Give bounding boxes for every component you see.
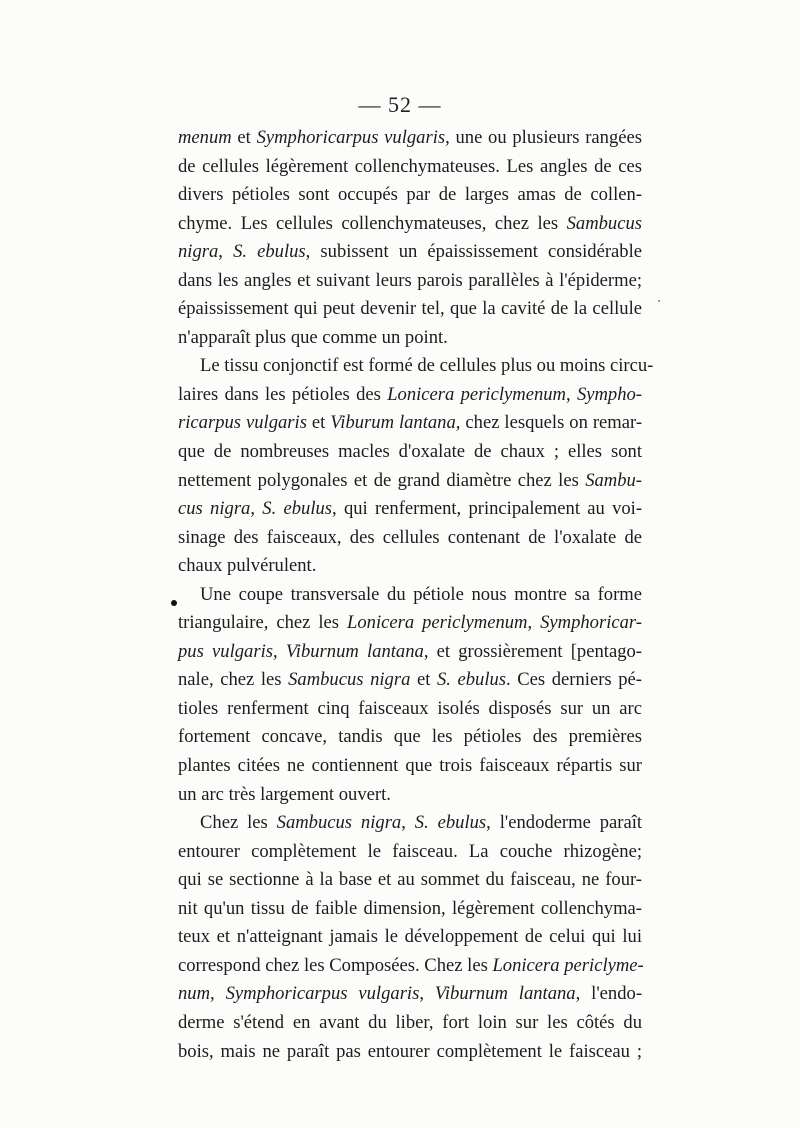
text-line <box>178 866 642 895</box>
text-line <box>178 666 642 695</box>
text-run: nit qu'un tissu de faible dimension, légèrement collenchyma- <box>178 897 642 919</box>
text-run: nettement polygonales et de grand diamètre chez les <box>178 469 586 491</box>
text-line <box>178 552 642 581</box>
body-text <box>178 124 654 1066</box>
text-run: plantes citées ne contiennent que trois faisceaux répartis sur <box>178 755 642 777</box>
text-run: divers pétioles sont occupés par de larges amas de collen- <box>178 184 642 206</box>
text-run: , <box>527 612 541 634</box>
text-run: . Ces derniers pé- <box>506 669 642 691</box>
italic-taxon-text: Sympho- <box>576 383 642 405</box>
text-line <box>178 895 642 924</box>
text-run: chyme. Les cellules collenchymateuses, chez les <box>178 212 567 234</box>
text-line <box>178 781 642 810</box>
text-run: et <box>410 669 437 691</box>
text-line <box>178 352 654 381</box>
text-line <box>178 638 642 667</box>
text-run: un arc très largement ouvert. <box>178 783 391 805</box>
text-line <box>178 153 642 182</box>
text-line <box>178 752 642 781</box>
italic-taxon-text: Symphoricarpus vulgaris <box>256 127 446 148</box>
text-run: , l'endoderme paraît <box>486 812 643 834</box>
text-run: n'apparaît plus que comme un point. <box>178 326 448 348</box>
text-line <box>178 181 642 210</box>
text-line <box>178 267 642 296</box>
page-number: — 52 — <box>358 92 442 117</box>
text-run: et <box>306 412 331 434</box>
italic-taxon-text: Lonicera periclyme- <box>492 954 644 976</box>
italic-taxon-text: num <box>178 983 211 1005</box>
italic-taxon-text: Viburum lantana <box>330 412 456 434</box>
text-line <box>178 581 642 610</box>
text-line <box>178 1038 642 1067</box>
text-run: , <box>250 498 263 520</box>
text-run: Chez les <box>200 812 277 834</box>
text-line <box>178 210 642 239</box>
text-line <box>178 923 642 952</box>
italic-taxon-text: Lonicera periclymenum <box>387 383 566 405</box>
text-line <box>178 467 642 496</box>
italic-taxon-text: nigra <box>178 241 219 263</box>
text-run: triangulaire, chez les <box>178 612 348 634</box>
margin-ink-dot <box>171 600 177 606</box>
italic-taxon-text: Lonicera periclymenum <box>347 612 528 634</box>
ink-speck <box>658 300 660 302</box>
text-line <box>178 438 642 467</box>
text-line <box>178 124 642 153</box>
text-run: , une ou plusieurs rangées <box>445 127 643 148</box>
italic-taxon-text: Symphoricarpus vulgaris <box>225 983 420 1005</box>
text-run: , et grossièrement [pentago- <box>423 640 642 662</box>
text-run: sinage des faisceaux, des cellules contenant de l'oxalate de <box>178 526 642 548</box>
italic-taxon-text: S. ebulus <box>262 498 333 520</box>
italic-taxon-text: Symphoricar- <box>540 612 642 634</box>
text-run: épaississement qui peut devenir tel, que la cavité de la cellule <box>178 298 642 320</box>
text-line <box>178 495 642 524</box>
text-run: , l'endo- <box>575 983 643 1005</box>
italic-taxon-text: cus nigra <box>178 498 251 520</box>
text-run: qui se sectionne à la base et au sommet du faisceau, ne four- <box>178 869 642 891</box>
text-run: nale, chez les <box>178 669 289 691</box>
text-line <box>178 695 642 724</box>
text-run: fortement concave, tandis que les pétioles des premières <box>178 726 642 748</box>
text-run: Le tissu conjonctif est formé de cellules plus ou moins circu- <box>200 355 654 377</box>
text-line <box>178 980 642 1009</box>
italic-taxon-text: S. ebulus <box>233 241 306 263</box>
text-run: , <box>272 640 286 662</box>
text-run: , <box>218 241 234 263</box>
text-run: bois, mais ne paraît pas entourer complètement le faisceau ; <box>178 1040 642 1062</box>
text-run: Une coupe transversale du pétiole nous montre sa forme <box>200 583 642 605</box>
text-line <box>178 238 642 267</box>
text-run: entourer complètement le faisceau. La couche rhizogène; <box>178 840 642 862</box>
italic-taxon-text: Viburnum lantana <box>434 983 576 1005</box>
text-line <box>178 609 642 638</box>
text-run: , <box>210 983 226 1005</box>
text-line <box>178 1009 642 1038</box>
text-run: chaux pulvérulent. <box>178 555 317 577</box>
text-run: , chez lesquels on remar- <box>455 412 643 434</box>
text-line <box>178 952 642 981</box>
text-run: , <box>401 812 415 834</box>
text-run: , <box>419 983 435 1005</box>
text-run: laires dans les pétioles des <box>178 383 388 405</box>
italic-taxon-text: Sambucus nigra <box>288 669 411 691</box>
text-run: derme s'étend en avant du liber, fort loin sur les côtés du <box>178 1011 642 1033</box>
text-run: , subissent un épaississement considérable <box>305 241 643 263</box>
italic-taxon-text: pus vulgaris <box>178 640 273 662</box>
text-run: que de nombreuses macles d'oxalate de chaux ; elles sont <box>178 441 642 463</box>
italic-taxon-text: Sambucus nigra <box>276 812 402 834</box>
text-line <box>178 409 642 438</box>
text-line <box>178 723 642 752</box>
text-run: dans les angles et suivant leurs parois parallèles à l'épiderme; <box>178 269 642 291</box>
text-line <box>178 381 642 410</box>
text-line <box>178 324 642 353</box>
text-run: tioles renferment cinq faisceaux isolés disposés sur un arc <box>178 697 642 719</box>
italic-taxon-text: Sambu- <box>585 469 642 491</box>
text-line <box>178 809 642 838</box>
text-run: de cellules légèrement collenchymateuses. Les angles de ces <box>178 155 642 177</box>
text-run: , <box>565 383 577 405</box>
italic-taxon-text: menum <box>178 127 232 148</box>
text-run: teux et n'atteignant jamais le développement de celui qui lui <box>178 926 642 948</box>
italic-taxon-text: Sambucus <box>566 212 642 234</box>
text-run: et <box>231 127 257 148</box>
italic-taxon-text: Viburnum lantana <box>285 640 424 662</box>
italic-taxon-text: S. ebulus <box>414 812 487 834</box>
text-line <box>178 295 642 324</box>
text-run: correspond chez les Composées. Chez les <box>178 954 493 976</box>
text-run: , qui renferment, principalement au voi- <box>332 498 643 520</box>
italic-taxon-text: ricarpus vulgaris <box>178 412 307 434</box>
italic-taxon-text: S. ebulus <box>436 669 507 691</box>
text-line <box>178 838 642 867</box>
text-line <box>178 524 642 553</box>
